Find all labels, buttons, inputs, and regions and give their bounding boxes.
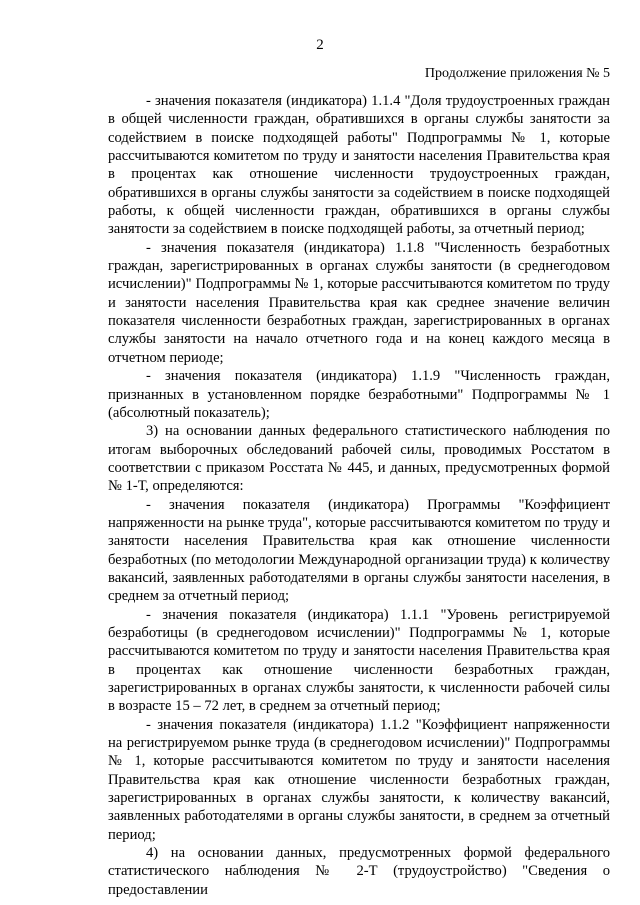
continuation-note: Продолжение приложения № 5 bbox=[424, 66, 610, 81]
paragraph-indicator-1-1-2: - значения показателя (индикатора) 1.1.2 "Коэффициент напряженности на регистрируемом рынке труда (в среднегодовом исчислении)" Подпрограммы № 1, которые рассчитываются комитетом по труду и занятости населения Правительства края как отношение численности безработных граждан, зарегистрированных в органах службы занятости, к количеству вакансий, заявленных работодателями в органы службы занятости, в среднем за отчетный период; bbox=[108, 716, 610, 843]
paragraph-indicator-1-1-1: - значения показателя (индикатора) 1.1.1 "Уровень регистрируемой безработицы (в среднегодовом исчислении)" Подпрограммы № 1, которые рассчитываются комитетом по труду и занятости населения Правительства края в процентах как отношение численности безработных граждан, зарегистрированных в органах службы занятости, к численности рабочей силы в возрасте 15 – 72 лет, в среднем за отчетный период; bbox=[108, 606, 610, 715]
paragraph-item-4: 4) на основании данных, предусмотренных формой федерального статистического наблюдения № 2-Т (трудоустройство) "Сведения о предоставлении bbox=[108, 845, 610, 898]
paragraph-indicator-1-1-4: - значения показателя (индикатора) 1.1.4 "Доля трудоустроенных граждан в общей численности граждан, обратившихся в органы службы занятости за содействием в поиске подходящей работы" Подпрограммы № 1, которые рассчитываются комитетом по труду и занятости населения Правительства края в процентах как отношение численности трудоустроенных граждан, обратившихся в органы службы занятости за содействием в поиске подходящей работы, к общей численности граждан, обратившихся в органы службы занятости за содействием в поиске подходящей работы, за отчетный период; bbox=[108, 93, 610, 238]
document-body bbox=[108, 92, 610, 899]
paragraph-program-indicator: - значения показателя (индикатора) Программы "Коэффициент напряженности на рынке труда", которые рассчитываются комитетом по труду и занятости населения Правительства края как отношение численности безработных (по методологии Международной организации труда) к количеству вакансий, заявленных работодателями в органы службы занятости населения, в среднем за отчетный период; bbox=[108, 496, 610, 605]
paragraph-item-3: 3) на основании данных федерального статистического наблюдения по итогам выборочных обследований рабочей силы, проводимых Росстатом в соответствии с приказом Росстата № 445, и данных, предусмотренных формой № 1-Т, определяются: bbox=[108, 423, 610, 495]
paragraph-indicator-1-1-8: - значения показателя (индикатора) 1.1.8 "Численность безработных граждан, зарегистрированных в органах службы занятости (в среднегодовом исчислении)" Подпрограммы № 1, которые рассчитываются комитетом по труду и занятости населения Правительства края как среднее значение величин показателя численности безработных граждан, зарегистрированных в органах службы занятости на начало отчетного года и на конец каждого месяца в отчетном периоде; bbox=[108, 239, 610, 366]
page-number: 2 bbox=[316, 37, 324, 53]
paragraph-indicator-1-1-9: - значения показателя (индикатора) 1.1.9 "Численность граждан, признанных в установленном порядке безработными" Подпрограммы № 1 (абсолютный показатель); bbox=[108, 368, 610, 421]
